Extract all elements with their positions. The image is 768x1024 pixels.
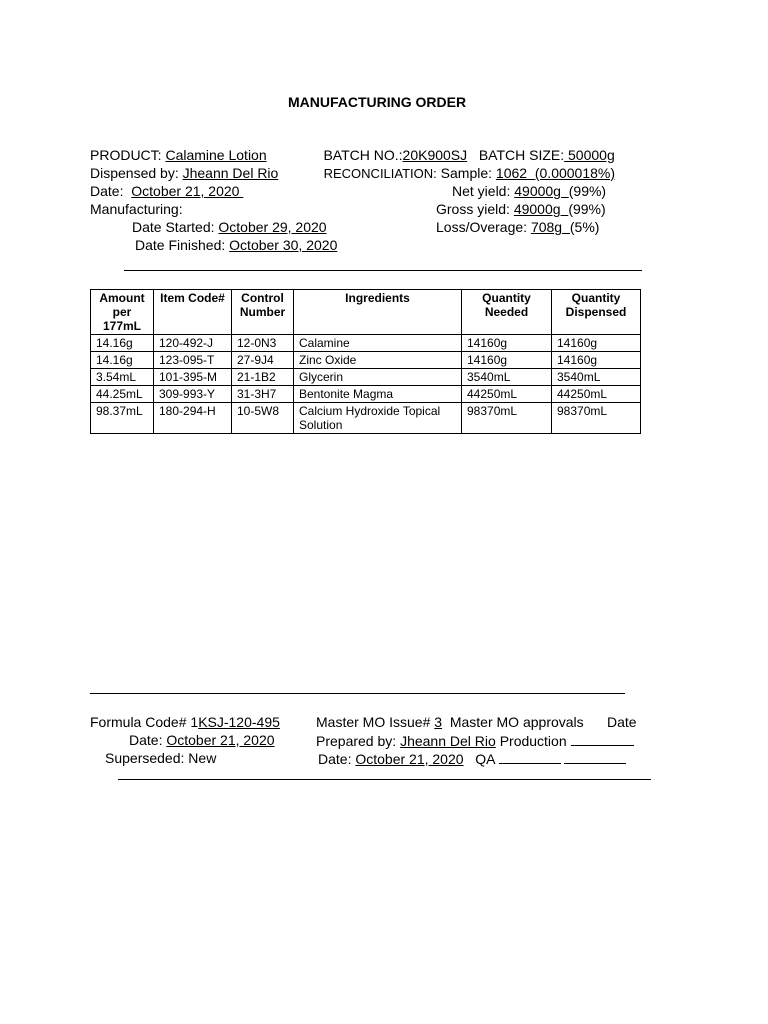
- cell-quantity-dispensed: 14160g: [552, 352, 641, 369]
- cell-control-number: 21-1B2: [232, 369, 294, 386]
- cell-item-code: 309-993-Y: [154, 386, 232, 403]
- net-yield-pct: (99%): [568, 183, 607, 199]
- table-row: [91, 352, 641, 369]
- product-line: [90, 146, 615, 164]
- prepared-by-line: [316, 731, 634, 750]
- cell-control-number: 31-3H7: [232, 386, 294, 403]
- qa-label: QA: [475, 751, 495, 767]
- sample-value: 1062: [495, 165, 528, 181]
- footer-date2-value: October 21, 2020: [355, 751, 464, 767]
- footer-date-value: October 21, 2020: [166, 732, 275, 748]
- manufacturing-label: Manufacturing:: [90, 201, 183, 217]
- cell-amount: 44.25mL: [91, 386, 154, 403]
- batch-size-label: BATCH SIZE:: [478, 147, 565, 163]
- prepared-by-label: Prepared by:: [316, 733, 397, 749]
- gross-yield-value: 49000g: [513, 201, 561, 217]
- date-line: [90, 182, 243, 200]
- header-divider: [124, 270, 642, 271]
- header-ingredients: Ingredients: [294, 290, 462, 335]
- date-finished-line: [135, 236, 337, 254]
- header-quantity-dispensed: Quantity Dispensed: [552, 290, 641, 335]
- cell-ingredient: Glycerin: [294, 369, 462, 386]
- cell-item-code: 123-095-T: [154, 352, 232, 369]
- date-started-value: October 29, 2020: [218, 219, 327, 235]
- master-issue-label: Master MO Issue#: [316, 714, 431, 730]
- dispensed-line: [90, 164, 615, 183]
- footer-date2-label: Date:: [318, 751, 352, 767]
- dispensed-value: Jheann Del Rio: [182, 165, 279, 181]
- cell-amount: 14.16g: [91, 335, 154, 352]
- cell-quantity-needed: 98370mL: [462, 403, 552, 434]
- date-finished-label: Date Finished:: [135, 237, 226, 253]
- loss-pct: (5%): [569, 219, 600, 235]
- superseded-label: Superseded:: [105, 750, 185, 766]
- table-row: [91, 369, 641, 386]
- production-label: Production: [499, 733, 567, 749]
- cell-quantity-dispensed: 98370mL: [552, 403, 641, 434]
- cell-quantity-dispensed: 3540mL: [552, 369, 641, 386]
- prepared-by-value: Jheann Del Rio: [400, 733, 496, 749]
- cell-amount: 98.37mL: [91, 403, 154, 434]
- cell-amount: 3.54mL: [91, 369, 154, 386]
- dispensed-label: Dispensed by:: [90, 165, 179, 181]
- footer-divider-top: [90, 693, 625, 694]
- formula-code-label: Formula Code#: [90, 714, 187, 730]
- loss-line: [436, 218, 599, 236]
- cell-control-number: 12-0N3: [232, 335, 294, 352]
- footer-date-line: [129, 731, 275, 749]
- cell-item-code: 180-294-H: [154, 403, 232, 434]
- batch-no-label: BATCH NO.:: [323, 147, 403, 163]
- sample-pct: (0.000018%): [534, 165, 616, 181]
- date-value: October 21, 2020: [131, 183, 240, 199]
- ingredients-table: [90, 289, 641, 434]
- cell-control-number: 10-5W8: [232, 403, 294, 434]
- cell-item-code: 120-492-J: [154, 335, 232, 352]
- superseded-line: [105, 749, 216, 767]
- cell-ingredient: Bentonite Magma: [294, 386, 462, 403]
- loss-value: 708g: [530, 219, 563, 235]
- cell-quantity-needed: 14160g: [462, 335, 552, 352]
- formula-code-line: [90, 713, 280, 731]
- header-item-code: Item Code#: [154, 290, 232, 335]
- cell-quantity-needed: 14160g: [462, 352, 552, 369]
- header-quantity-needed: Quantity Needed: [462, 290, 552, 335]
- net-yield-label: Net yield:: [452, 183, 511, 199]
- cell-ingredient: Zinc Oxide: [294, 352, 462, 369]
- footer-date-label: Date:: [129, 732, 163, 748]
- gross-yield-pct: (99%): [568, 201, 606, 217]
- qa-date-blank[interactable]: [564, 749, 626, 764]
- batch-size-value: 50000g: [568, 147, 615, 163]
- cell-control-number: 27-9J4: [232, 352, 294, 369]
- production-signature-blank[interactable]: [571, 731, 634, 746]
- master-issue-value: 3: [434, 714, 443, 730]
- date-column-label: Date: [607, 714, 637, 730]
- cell-ingredient: Calcium Hydroxide Topical Solution: [294, 403, 462, 434]
- qa-signature-blank[interactable]: [499, 749, 561, 764]
- table-row: [91, 335, 641, 352]
- date-started-line: [132, 218, 327, 236]
- master-mo-line: [316, 713, 584, 731]
- loss-label: Loss/Overage:: [436, 219, 528, 235]
- cell-amount: 14.16g: [91, 352, 154, 369]
- product-label: PRODUCT:: [90, 147, 162, 163]
- gross-yield-label: Gross yield:: [436, 201, 510, 217]
- table-row: [91, 403, 641, 434]
- formula-code-value: KSJ-120-495: [198, 714, 280, 730]
- cell-item-code: 101-395-M: [154, 369, 232, 386]
- net-yield-line: [452, 182, 606, 200]
- footer-divider-bottom: [118, 779, 651, 780]
- date-finished-value: October 30, 2020: [229, 237, 338, 253]
- table-row: [91, 386, 641, 403]
- cell-quantity-dispensed: 44250mL: [552, 386, 641, 403]
- sample-label: Sample:: [440, 165, 493, 181]
- footer-date2-line: [318, 749, 626, 768]
- net-yield-value: 49000g: [514, 183, 561, 199]
- date-started-label: Date Started:: [132, 219, 215, 235]
- cell-quantity-needed: 3540mL: [462, 369, 552, 386]
- gross-yield-line: [436, 200, 606, 218]
- product-value: Calamine Lotion: [165, 147, 267, 163]
- reconciliation-label: RECONCILIATION:: [323, 166, 437, 181]
- header-amount: Amount per 177mL: [91, 290, 154, 335]
- document-title: MANUFACTURING ORDER: [288, 94, 467, 110]
- cell-ingredient: Calamine: [294, 335, 462, 352]
- formula-code-prefix: 1: [190, 714, 199, 730]
- superseded-value: New: [188, 750, 217, 766]
- header-control-number: Control Number: [232, 290, 294, 335]
- table-header-row: [91, 290, 641, 335]
- master-approvals-label: Master MO approvals: [449, 714, 584, 730]
- date-label: Date:: [90, 183, 124, 199]
- cell-quantity-dispensed: 14160g: [552, 335, 641, 352]
- batch-no-value: 20K900SJ: [402, 147, 468, 163]
- cell-quantity-needed: 44250mL: [462, 386, 552, 403]
